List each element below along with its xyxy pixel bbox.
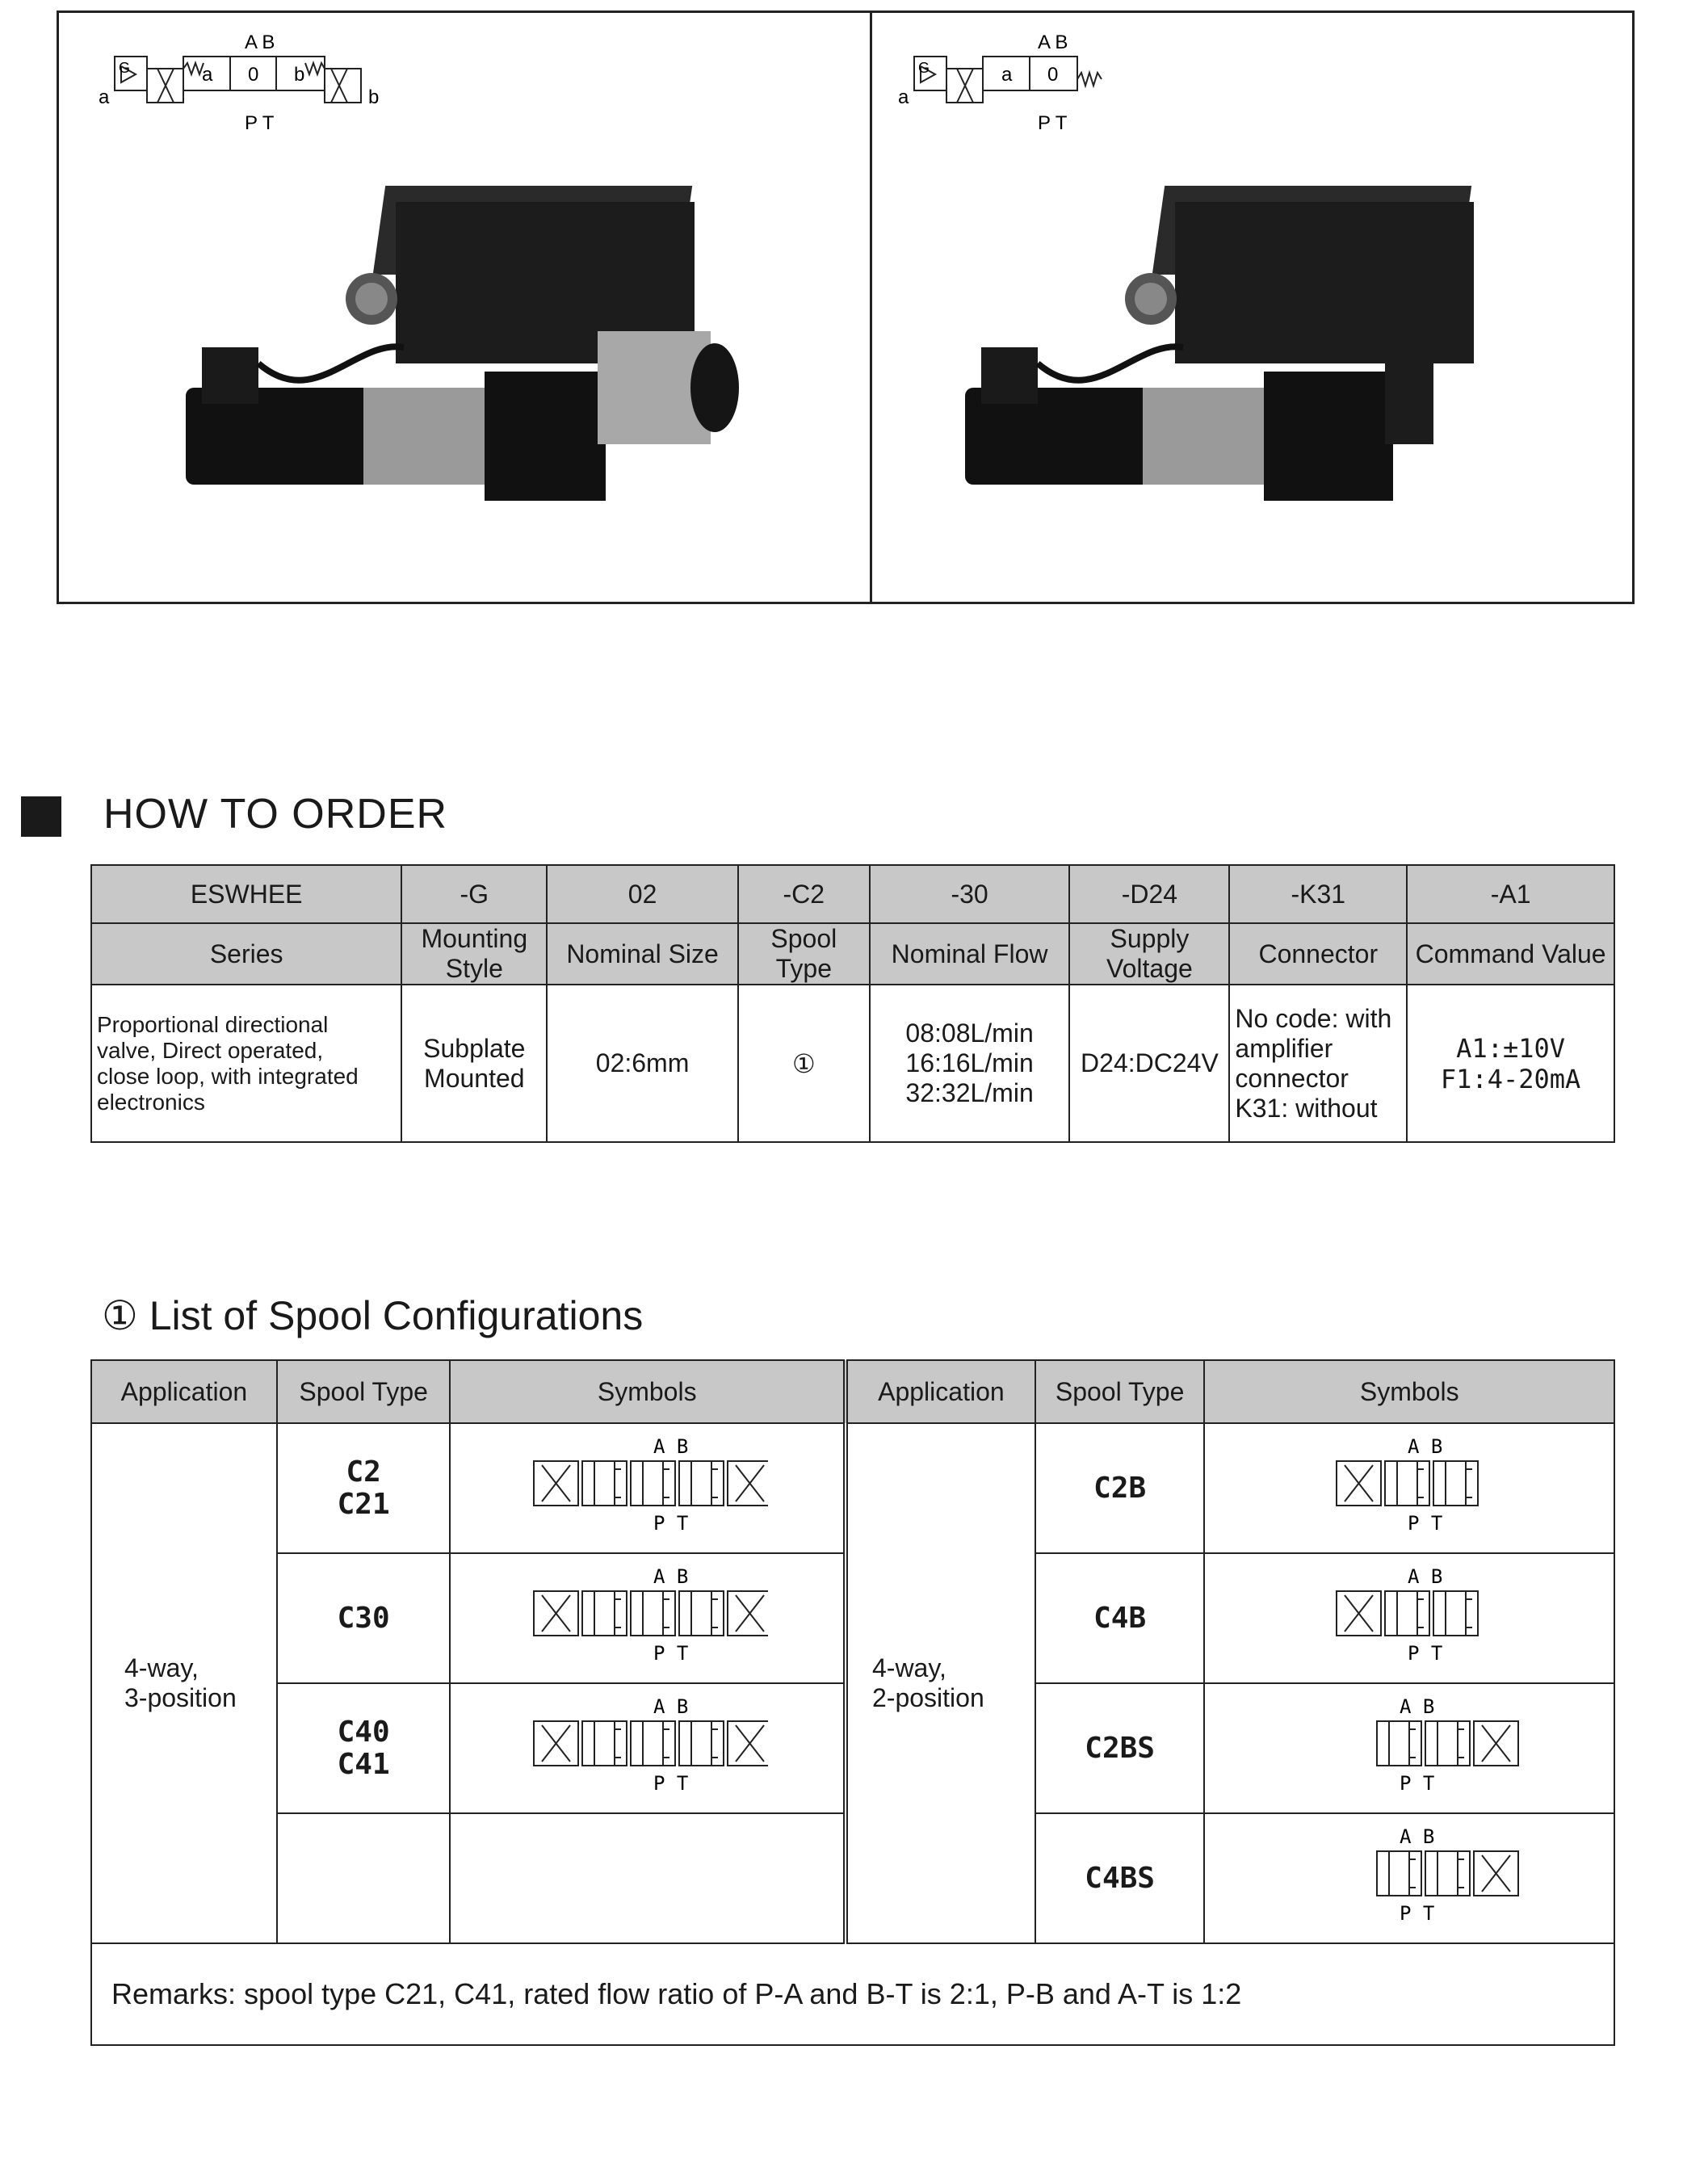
spool-symbol-c4b — [1288, 1563, 1530, 1668]
series-line: electronics — [97, 1089, 205, 1115]
mounting-line: Subplate — [423, 1033, 526, 1063]
symbol-c40 — [450, 1683, 846, 1813]
flow-line: 16:16L/min — [905, 1048, 1034, 1077]
header-voltage: Supply Voltage — [1069, 923, 1229, 985]
symbol-c4bs — [1204, 1813, 1614, 1943]
header-spool-type-2: Spool Type — [1035, 1360, 1205, 1423]
value-command — [1407, 985, 1614, 1142]
ports-bottom-label: P T — [1038, 112, 1068, 134]
port-top-label: A B — [1400, 1695, 1435, 1718]
spool-code: C30 — [337, 1601, 390, 1635]
connector-line: connector — [1235, 1063, 1349, 1093]
section-marker — [21, 796, 61, 837]
value-series — [91, 985, 401, 1142]
header-series: Series — [91, 923, 401, 985]
port-bottom-label: P T — [653, 1771, 689, 1795]
mounting-line: Mounted — [424, 1063, 525, 1093]
code-mounting: -G — [401, 865, 547, 923]
a-outer-label: a — [99, 86, 110, 108]
app-line: 2-position — [871, 1683, 984, 1712]
code-voltage: -D24 — [1069, 865, 1229, 923]
box-a-label: a — [1001, 64, 1013, 86]
a-outer-label: a — [898, 86, 909, 108]
spool-symbol-c4bs — [1288, 1823, 1530, 1928]
app-3position — [91, 1423, 277, 1943]
box-0-label: 0 — [1047, 64, 1059, 86]
code-command: -A1 — [1407, 865, 1614, 923]
ports-top-label: A B — [245, 32, 275, 53]
spool-code: C21 — [337, 1487, 390, 1521]
value-flow — [870, 985, 1070, 1142]
hydraulic-symbol-2pos — [896, 32, 1139, 137]
header-spool-type: Spool Type — [277, 1360, 451, 1423]
command-line: F1:4-20mA — [1440, 1063, 1581, 1094]
spool-config-table — [90, 1359, 1615, 2046]
header-symbols: Symbols — [450, 1360, 846, 1423]
value-voltage: D24:DC24V — [1069, 985, 1229, 1142]
header-spool: Spool Type — [738, 923, 870, 985]
spool-symbol-c2b — [1288, 1433, 1530, 1538]
symbol-c2 — [450, 1423, 846, 1553]
header-application-2: Application — [846, 1360, 1035, 1423]
value-size: 02:6mm — [547, 985, 738, 1142]
box-0-label: 0 — [248, 64, 259, 86]
valve-photo-right — [957, 170, 1571, 509]
series-line: valve, Direct operated, — [97, 1037, 324, 1063]
code-flow: -30 — [870, 865, 1070, 923]
spool-symbol-c2 — [526, 1433, 768, 1538]
spool-section-title: ① List of Spool Configurations — [102, 1293, 644, 1338]
spool-type-c4bs: C4BS — [1035, 1813, 1205, 1943]
spool-symbol-c30 — [526, 1563, 768, 1668]
spool-code: C41 — [337, 1747, 390, 1781]
header-size: Nominal Size — [547, 923, 738, 985]
box-a-label: a — [202, 64, 213, 86]
spool-type-empty — [277, 1813, 451, 1943]
header-mounting: Mounting Style — [401, 923, 547, 985]
symbol-empty — [450, 1813, 846, 1943]
port-top-label: A B — [653, 1564, 689, 1588]
port-top-label: A B — [1400, 1825, 1435, 1848]
command-line: A1:±10V — [1456, 1032, 1566, 1064]
port-top-label: A B — [653, 1434, 689, 1458]
box-b-label: b — [294, 64, 305, 86]
port-bottom-label: P T — [1408, 1641, 1443, 1665]
code-connector: -K31 — [1229, 865, 1407, 923]
g-label: G — [918, 60, 930, 76]
series-line: close loop, with integrated — [97, 1063, 359, 1089]
port-bottom-label: P T — [1400, 1901, 1435, 1925]
remarks: Remarks: spool type C21, C41, rated flow ratio of P-A and B-T is 2:1, P-B and A-T is 1:2 — [91, 1943, 1614, 2045]
flow-line: 08:08L/min — [905, 1018, 1034, 1048]
spool-symbol-c40 — [526, 1693, 768, 1798]
value-mounting — [401, 985, 547, 1142]
app-2position — [846, 1423, 1035, 1943]
spool-code: C2 — [346, 1455, 381, 1489]
symbol-c4b — [1204, 1553, 1614, 1683]
spool-type-c2bs: C2BS — [1035, 1683, 1205, 1813]
ports-top-label: A B — [1038, 32, 1068, 53]
spool-type-c30 — [277, 1553, 451, 1683]
app-line: 4-way, — [871, 1653, 946, 1682]
b-outer-label: b — [368, 86, 380, 108]
app-line: 4-way, — [124, 1653, 199, 1682]
header-connector: Connector — [1229, 923, 1407, 985]
spool-type-c2 — [277, 1423, 451, 1553]
header-flow: Nominal Flow — [870, 923, 1070, 985]
header-symbols-2: Symbols — [1204, 1360, 1614, 1423]
connector-line: No code: with — [1235, 1003, 1392, 1033]
spool-type-c2b: C2B — [1035, 1423, 1205, 1553]
port-bottom-label: P T — [1400, 1771, 1435, 1795]
panel-divider — [870, 10, 872, 604]
port-top-label: A B — [1408, 1434, 1443, 1458]
spool-type-c4b: C4B — [1035, 1553, 1205, 1683]
symbol-c30 — [450, 1553, 846, 1683]
g-label: G — [119, 60, 131, 76]
order-code-table — [90, 864, 1615, 1143]
header-command: Command Value — [1407, 923, 1614, 985]
port-bottom-label: P T — [653, 1511, 689, 1535]
spool-code: C40 — [337, 1715, 390, 1749]
code-series: ESWHEE — [91, 865, 401, 923]
spool-symbol-c2bs — [1288, 1693, 1530, 1798]
ports-bottom-label: P T — [245, 112, 275, 134]
header-application: Application — [91, 1360, 277, 1423]
port-bottom-label: P T — [1408, 1511, 1443, 1535]
order-section-title: HOW TO ORDER — [103, 791, 448, 838]
symbol-c2b — [1204, 1423, 1614, 1553]
spool-type-c40 — [277, 1683, 451, 1813]
value-connector — [1229, 985, 1407, 1142]
series-line: Proportional directional — [97, 1011, 329, 1037]
flow-line: 32:32L/min — [905, 1078, 1034, 1107]
valve-photo-left — [178, 170, 791, 509]
hydraulic-symbol-3pos — [97, 32, 404, 137]
port-bottom-label: P T — [653, 1641, 689, 1665]
port-top-label: A B — [1408, 1564, 1443, 1588]
symbol-c2bs — [1204, 1683, 1614, 1813]
code-spool: -C2 — [738, 865, 870, 923]
port-top-label: A B — [653, 1695, 689, 1718]
connector-line: amplifier — [1235, 1033, 1333, 1063]
connector-line: K31: without — [1235, 1093, 1378, 1123]
app-line: 3-position — [124, 1683, 237, 1712]
code-size: 02 — [547, 865, 738, 923]
value-spool: ① — [738, 985, 870, 1142]
